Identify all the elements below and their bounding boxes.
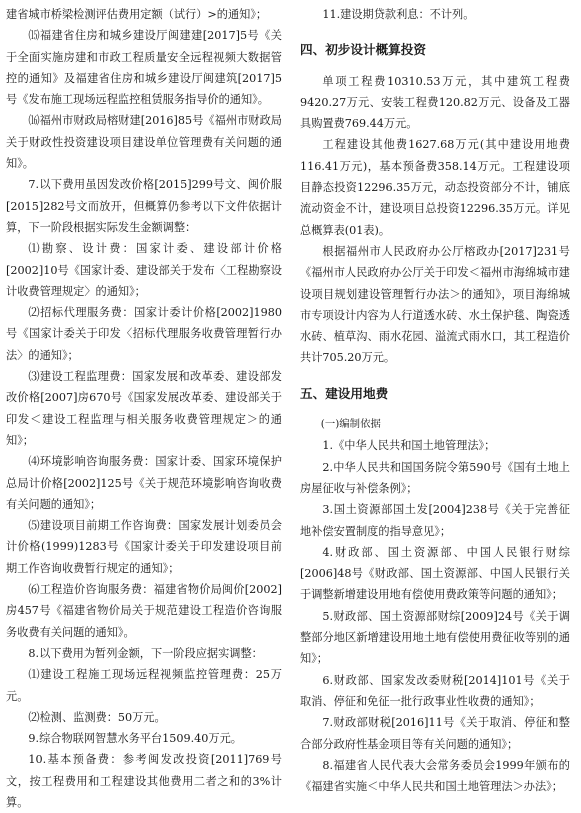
paragraph: 5.财政部、国土资源部财综[2009]24号《关于调整部分地区新增建设用地土地有偿使用费征收等别的通知》；	[300, 609, 570, 666]
paragraph: ⒂福建省住房和城乡建设厅闽建建[2017]5号《关于全面实施房建和市政工程质量安全远程视频大数据管控的通知》及福建省住房和城乡建设厅闽建筑[2017]5号《发布施工现场远程监控租赁服务指导价的通知》。	[6, 29, 282, 107]
paragraph: 1.《中华人民共和国土地管理法》；	[322, 439, 496, 453]
section-heading: 五、建设用地费	[300, 385, 389, 401]
paragraph: 8.福建省人民代表大会常务委员会1999年颁布的《福建省实施＜中华人民共和国土地管理法＞办法》；	[300, 758, 570, 794]
paragraph: 2.中华人民共和国国务院令第590号《国有土地上房屋征收与补偿条例》；	[300, 460, 570, 495]
paragraph: ⑷环境影响咨询服务费：国家计委、国家环境保护总局计价格[2002]125号《关于规范环境影响咨询收费有关问题的通知》；	[6, 455, 282, 511]
paragraph: 单项工程费10310.53万元，其中建筑工程费9420.27万元、安装工程费120.82万元、设备及工器具购置费769.44万元。	[300, 74, 570, 131]
subheading: (一)编制依据	[320, 418, 381, 431]
paragraph: 3.国土资源部国土发[2004]238号《关于完善征地补偿安置制度的指导意见》；	[300, 503, 570, 538]
spacer	[300, 369, 570, 383]
paragraph: 工程建设其他费1627.68万元(其中建设用地费116.41万元)，基本预备费358.14万元。工程建设项目静态投资12296.35万元，动态投资部分不计，铺底流动资金不计，建设项目总投资12296.35万元。详见总概算表(01表)。	[300, 138, 570, 237]
spacer	[300, 404, 570, 414]
paragraph: 6.财政部、国家发改委财税[2014]101号《关于取消、停征和免征一批行政事业性收费的通知》；	[300, 673, 570, 708]
paragraph: 11.建设期贷款利息：不计列。	[322, 8, 475, 21]
paragraph: 7.以下费用虽因发改价格[2015]299号文、闽价服[2015]282号文而放开，但概算仍参考以下文件依据计算，下一阶段根据实际发生金额调整：	[6, 178, 282, 234]
left-column	[6, 4, 282, 813]
paragraph: 10.基本预备费：参考闽发改投资[2011]769号文，按工程费用和工程建设其他费用二者之和的3%计算。	[6, 753, 282, 809]
paragraph: 4.财政部、国土资源部、中国人民银行财综[2006]48号《财政部、国土资源部、中国人民银行关于调整新增建设用地有偿使用费政策等问题的通知》；	[300, 545, 570, 602]
right-column	[300, 4, 570, 797]
paragraph: ⒃福州市财政局榕财建[2016]85号《福州市财政局关于财政性投资建设项目建设单位管理费有关问题的通知》。	[6, 114, 282, 171]
paragraph: 8.以下费用为暂列金额，下一阶段应据实调整：	[28, 646, 263, 660]
paragraph: ⑴勘察、设计费：国家计委、建设部计价格[2002]10号《国家计委、建设部关于发布〈工程勘察设计收费管理规定〉的通知》；	[6, 242, 282, 298]
paragraph: ⑵检测、监测费：50万元。	[28, 710, 166, 724]
paragraph: ⑸建设项目前期工作咨询费：国家发展计划委员会计价格(1999)1283号《国家计委关于印发建设项目前期工作咨询收费暂行规定的通知》；	[6, 519, 282, 575]
paragraph: 7.财政部财税[2016]11号《关于取消、停征和整合部分政府性基金项目等有关问题的通知》；	[300, 716, 570, 751]
section-heading: 四、初步设计概算投资	[300, 42, 426, 58]
spacer	[300, 61, 570, 71]
paragraph: ⑵招标代理服务费：国家计委计价格[2002]1980号《国家计委关于印发〈招标代理服务收费管理暂行办法〉的通知》；	[6, 306, 282, 362]
paragraph: ⑹工程造价咨询服务费：福建省物价局闽价[2002]房457号《福建省物价局关于规范建设工程造价咨询服务收费有关问题的通知》。	[6, 583, 282, 639]
paragraph: 9.综合物联网智慧水务平台1509.40万元。	[28, 732, 242, 746]
paragraph: 建省城市桥梁检测评估费用定额（试行）>的通知》；	[6, 8, 268, 21]
paragraph: ⑴建设工程施工现场远程视频监控管理费：25万元。	[6, 668, 282, 703]
paragraph: 根据福州市人民政府办公厅榕政办[2017]231号《福州市人民政府办公厅关于印发＜福州市海绵城市建设项目规划建设管理暂行办法＞的通知》，项目海绵城市专项设计内容为人行道透水砖、水土保护毯、陶瓷透水砖、植草沟、雨水花园、溢流式雨水口，其工程造价共计705.20万元。	[300, 244, 570, 365]
paragraph: ⑶建设工程监理费：国家发展和改革委、建设部发改价格[2007]房670号《国家发展改革委、建设部关于印发＜建设工程监理与相关服务收费管理规定＞的通知》；	[6, 370, 282, 447]
spacer	[300, 25, 570, 39]
